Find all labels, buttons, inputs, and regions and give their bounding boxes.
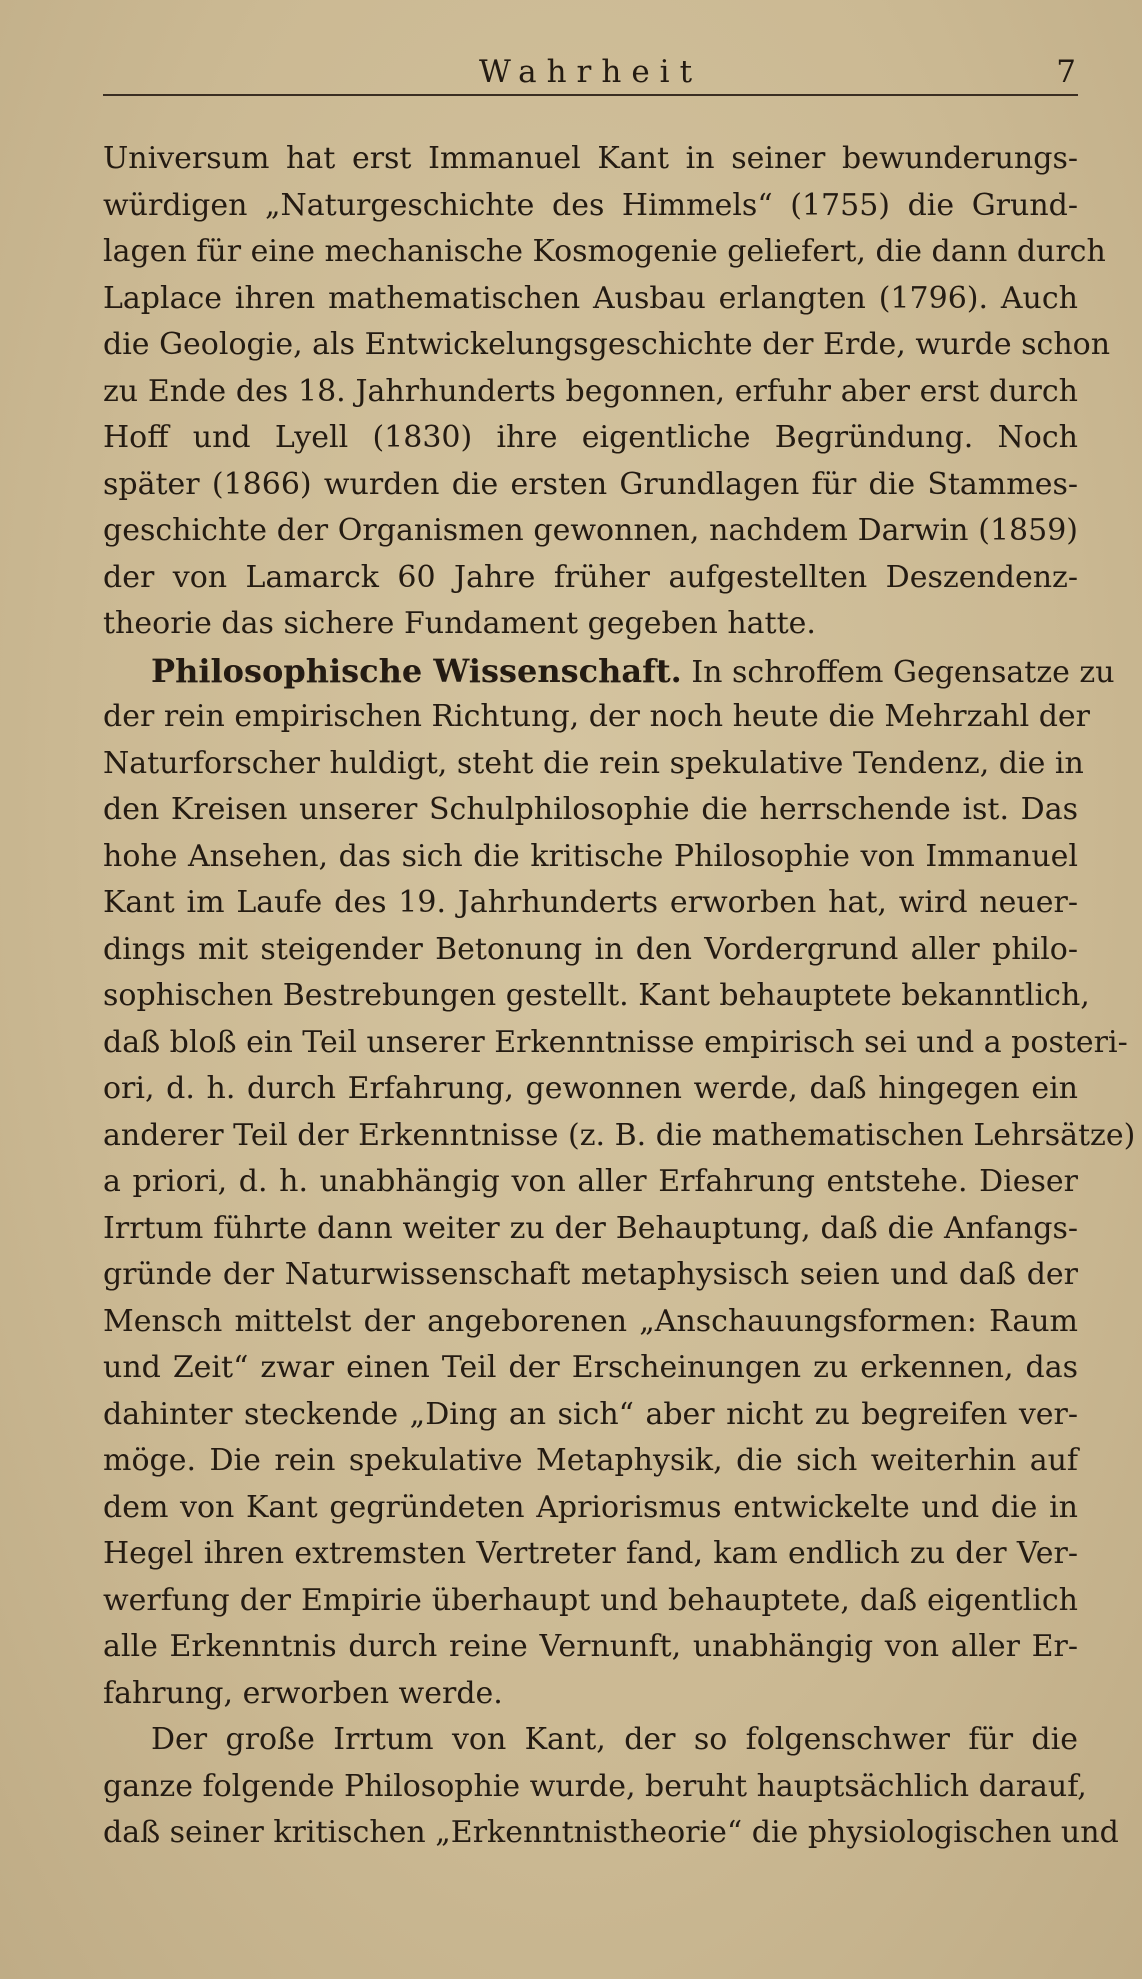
text-line <box>103 415 1078 462</box>
text-line <box>103 555 1078 602</box>
line-text: alle Erkenntnis durch reine Vernunft, unabhängig von aller Er- <box>103 1629 1078 1664</box>
line-text: der von Lamarck 60 Jahre früher aufgestellten Deszendenz- <box>103 559 1078 595</box>
line-text: gründe der Naturwissenschaft metaphysisch seien und daß der <box>103 1257 1078 1292</box>
line-text: lagen für eine mechanische Kosmogenie geliefert, die dann durch <box>103 234 1106 269</box>
text-line <box>103 369 1078 416</box>
body-text <box>103 136 1136 1857</box>
text-line <box>103 1485 1078 1532</box>
text-line <box>103 880 1078 927</box>
text-line <box>103 1392 1078 1439</box>
text-line <box>103 973 1090 1020</box>
text-line <box>103 1299 1078 1346</box>
line-text: Laplace ihren mathematischen Ausbau erlangten (1796). Auch <box>103 280 1078 316</box>
line-text: dem von Kant gegründeten Apriorismus entwickelte und die in <box>103 1489 1078 1525</box>
text-line <box>103 1206 1078 1253</box>
line-text: In schroffem Gegensatze zu <box>681 654 1115 690</box>
text-line <box>103 694 1091 741</box>
line-text: zu Ende des 18. Jahrhunderts begonnen, erfuhr aber erst durch <box>103 373 1078 409</box>
text-line <box>103 276 1078 323</box>
line-text: ori, d. h. durch Erfahrung, gewonnen werde, daß hingegen ein <box>103 1071 1078 1106</box>
line-text: die Geologie, als Entwickelungsgeschichte der Erde, wurde schon <box>103 327 1111 362</box>
text-line <box>103 1345 1078 1392</box>
text-line <box>103 229 1106 276</box>
line-text: später (1866) wurden die ersten Grundlagen für die Stammes- <box>103 466 1078 502</box>
text-line <box>103 648 1115 695</box>
text-line <box>103 1020 1128 1067</box>
line-text: Hoff und Lyell (1830) ihre eigentliche Begründung. Noch <box>103 420 1078 455</box>
text-line <box>103 1531 1078 1578</box>
line-text: Hegel ihren extremsten Vertreter fand, kam endlich zu der Ver- <box>103 1536 1078 1571</box>
running-title: Wahrheit <box>478 54 703 90</box>
text-line <box>103 1438 1078 1485</box>
text-line <box>103 834 1078 881</box>
text-line <box>103 508 1078 555</box>
line-text: anderer Teil der Erkenntnisse (z. B. die mathematischen Lehrsätze) <box>103 1117 1136 1153</box>
text-line <box>103 1764 1087 1811</box>
line-text: fahrung, erworben werde. <box>103 1675 503 1711</box>
text-line <box>103 601 1078 648</box>
line-text: a priori, d. h. unabhängig von aller Erfahrung entstehe. Dieser <box>103 1164 1078 1199</box>
text-line <box>103 1066 1078 1113</box>
text-line <box>103 1717 1078 1764</box>
line-text: und Zeit“ zwar einen Teil der Erscheinungen zu erkennen, das <box>103 1350 1078 1385</box>
line-text: Naturforscher huldigt, steht die rein spekulative Tendenz, die in <box>103 745 1084 781</box>
text-line <box>103 1624 1078 1671</box>
text-line <box>103 136 1078 183</box>
line-text: sophischen Bestrebungen gestellt. Kant behauptete bekanntlich, <box>103 978 1090 1013</box>
text-line <box>103 1671 1078 1718</box>
line-text: Mensch mittelst der angeborenen „Anschauungsformen: Raum <box>103 1303 1078 1339</box>
line-text: hohe Ansehen, das sich die kritische Philosophie von Immanuel <box>103 838 1078 874</box>
text-line <box>103 787 1078 834</box>
text-line <box>103 1159 1078 1206</box>
text-line <box>103 322 1111 369</box>
text-line <box>103 1113 1136 1160</box>
line-text: daß seiner kritischen „Erkenntnistheorie“ die physiologischen und <box>103 1815 1119 1850</box>
line-text: Der große Irrtum von Kant, der so folgenschwer für die <box>151 1722 1078 1757</box>
line-text: Kant im Laufe des 19. Jahrhunderts erworben hat, wird neuer- <box>103 885 1078 920</box>
text-line <box>103 462 1078 509</box>
text-line <box>103 183 1078 230</box>
line-text: dings mit steigender Betonung in den Vordergrund aller philo- <box>103 931 1078 967</box>
line-text: würdigen „Naturgeschichte des Himmels“ (1755) die Grund- <box>103 187 1078 223</box>
text-line <box>103 1810 1119 1857</box>
page-header <box>103 50 1078 96</box>
text-line <box>103 741 1084 788</box>
text-line <box>103 927 1078 974</box>
line-text: Universum hat erst Immanuel Kant in seiner bewunderungs- <box>103 141 1078 176</box>
line-text: ganze folgende Philosophie wurde, beruht hauptsächlich darauf, <box>103 1768 1087 1804</box>
line-text: geschichte der Organismen gewonnen, nachdem Darwin (1859) <box>103 513 1078 548</box>
line-text: theorie das sichere Fundament gegeben hatte. <box>103 606 816 641</box>
line-text: Irrtum führte dann weiter zu der Behauptung, daß die Anfangs- <box>103 1210 1078 1246</box>
line-text: der rein empirischen Richtung, der noch heute die Mehrzahl der <box>103 699 1091 734</box>
line-text: werfung der Empirie überhaupt und behauptete, daß eigentlich <box>103 1582 1078 1618</box>
text-line <box>103 1578 1078 1625</box>
page-number: 7 <box>1056 54 1076 90</box>
line-text: den Kreisen unserer Schulphilosophie die herrschende ist. Das <box>103 792 1078 827</box>
section-rubric: Philosophische Wissenschaft. <box>151 651 682 690</box>
line-text: möge. Die rein spekulative Metaphysik, die sich weiterhin auf <box>103 1443 1078 1478</box>
text-line <box>103 1252 1078 1299</box>
line-text: daß bloß ein Teil unserer Erkenntnisse empirisch sei und a posteri- <box>103 1024 1128 1060</box>
line-text: dahinter steckende „Ding an sich“ aber nicht zu begreifen ver- <box>103 1396 1078 1432</box>
